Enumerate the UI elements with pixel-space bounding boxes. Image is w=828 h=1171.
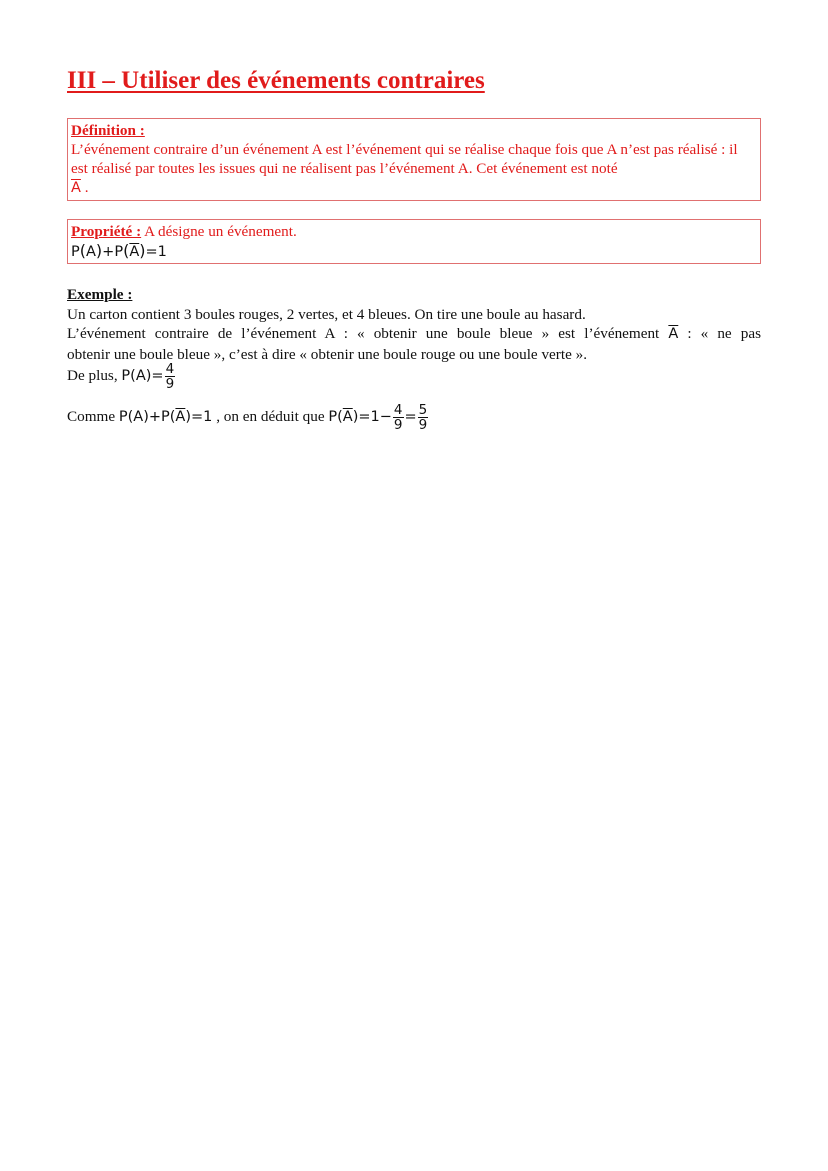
property-box [67,219,761,264]
definition-label: Définition : [71,122,145,139]
formula-eq: =1 [145,244,167,260]
formula-plus: + [102,244,115,260]
comme-bar-a: $\overline{A}$ [175,408,186,425]
deplus-prefix: De plus, [67,366,118,384]
comme-fraction2 [418,403,429,432]
comme-bar-a2: $\overline{A}$ [342,408,353,425]
deplus-fraction [165,362,176,391]
comme-den2: 9 [418,417,428,433]
example-block [67,285,761,364]
formula-p2: P [114,244,124,260]
example-line1: Un carton contient 3 boules rouges, 2 vertes, et 4 bleues. On tire une boule au hasard. [67,305,586,323]
section-title: III – Utiliser des événements contraires [67,67,485,94]
deplus-den: 9 [165,376,175,392]
example-line2-notation: $\overline{A}$ [668,326,679,342]
deplus-line [67,362,176,391]
comme-expr2-start: P( [328,408,343,425]
deplus-expr: P(A)= [121,367,164,384]
property-formula: $P(A)+P(\overline{A})=1$ [71,241,167,260]
definition-end: . [80,179,89,196]
comme-expr1 [119,409,213,425]
comme-prefix: Comme [67,407,116,425]
example-line2 [67,324,761,345]
property-label: Propriété : [71,223,142,240]
comme-expr1-end: )=1 [185,408,213,425]
formula-a2-bar: $\overline{A}$ [129,244,140,260]
formula-a1: A [86,244,96,260]
formula-p1: P [71,244,80,260]
comme-middle: , on en déduit que [216,407,325,425]
comme-fraction1 [393,403,404,432]
definition-box [67,118,761,201]
example-line2-start: L’événement contraire de l’événement A : « obtenir une boule bleue » est l’événement [67,325,660,342]
comme-line [67,403,429,432]
comme-expr1-start: P(A)+P( [118,408,176,425]
comme-expr2 [328,409,392,425]
comme-num1: 4 [393,402,403,418]
comme-den1: 9 [393,417,403,433]
property-text: A désigne un événement. [141,223,297,240]
comme-expr2-end: )=1− [352,408,392,425]
example-line2-end: : « ne pas [687,325,761,342]
comme-eq: = [404,408,417,425]
comme-num2: 5 [418,402,428,418]
definition-notation: $\overline{A}$ [71,180,81,196]
example-label: Exemple : [67,286,133,303]
deplus-num: 4 [165,361,175,377]
definition-text: L’événement contraire d’un événement A est l’événement qui se réalise chaque fois que A n’est pas réalisé : il est réalisé par toutes les issues qui ne réalisent pas l’événement A. Cet événement est noté [71,141,738,177]
example-line3: obtenir une boule bleue », c’est à dire « obtenir une boule rouge ou une boule verte ». [67,345,588,363]
